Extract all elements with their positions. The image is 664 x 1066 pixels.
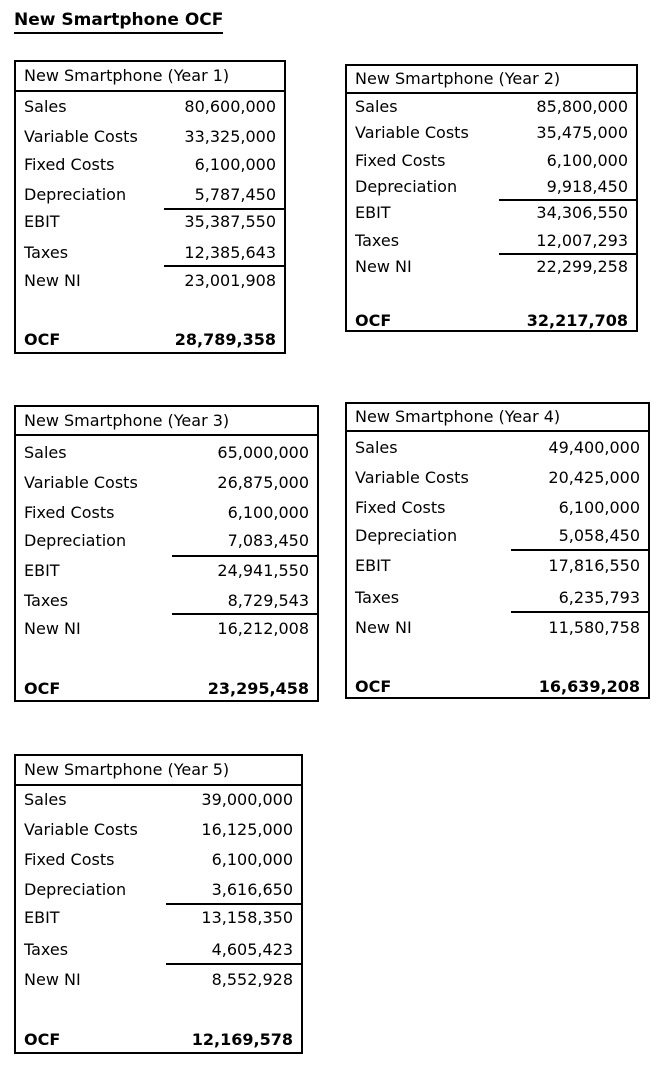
variable-costs-row	[16, 471, 317, 495]
sales-row	[347, 436, 648, 460]
row-value: 33,325,000	[184, 127, 276, 146]
row-value: 13,158,350	[201, 908, 293, 927]
row-label: EBIT	[24, 212, 60, 231]
row-label: EBIT	[355, 556, 391, 575]
fixed-costs-row	[16, 501, 317, 525]
row-label: Sales	[24, 790, 67, 809]
row-value: 12,169,578	[191, 1030, 293, 1049]
row-label: Variable Costs	[24, 127, 138, 146]
row-value: 8,729,543	[227, 591, 309, 610]
row-value: 6,100,000	[546, 151, 628, 170]
taxes-row	[347, 586, 648, 610]
ocf-table-year-1	[14, 60, 286, 354]
ocf-table-year-5	[14, 754, 303, 1054]
ocf-table-year-3	[14, 405, 319, 702]
ebit-row	[16, 559, 317, 583]
taxes-row	[16, 241, 284, 265]
row-value: 8,552,928	[211, 970, 293, 989]
row-label: New NI	[24, 271, 81, 290]
subtotal-rule	[172, 613, 317, 615]
fixed-costs-row	[347, 496, 648, 520]
row-label: Depreciation	[24, 880, 127, 899]
variable-costs-row	[16, 818, 301, 842]
subtotal-rule	[164, 265, 284, 267]
table-title: New Smartphone (Year 4)	[347, 404, 648, 432]
depreciation-row	[16, 183, 284, 207]
row-value: 32,217,708	[526, 311, 628, 330]
fixed-costs-row	[16, 153, 284, 177]
row-value: 16,212,008	[217, 619, 309, 638]
row-label: OCF	[24, 679, 61, 698]
row-label: Variable Costs	[355, 123, 469, 142]
row-label: Fixed Costs	[24, 850, 115, 869]
new-ni-row	[16, 968, 301, 992]
row-value: 5,787,450	[194, 185, 276, 204]
row-label: New NI	[355, 618, 412, 637]
ocf-row	[16, 328, 284, 352]
ocf-row	[347, 309, 636, 333]
table-title: New Smartphone (Year 5)	[16, 756, 301, 786]
sales-row	[16, 95, 284, 119]
row-label: Sales	[24, 97, 67, 116]
ocf-row	[16, 677, 317, 701]
row-value: 6,235,793	[558, 588, 640, 607]
row-value: 6,100,000	[558, 498, 640, 517]
ocf-table-year-4	[345, 402, 650, 699]
row-value: 39,000,000	[201, 790, 293, 809]
row-value: 65,000,000	[217, 443, 309, 462]
new-ni-row	[16, 269, 284, 293]
row-label: Variable Costs	[24, 473, 138, 492]
sales-row	[16, 788, 301, 812]
row-label: Taxes	[355, 231, 400, 250]
variable-costs-row	[347, 466, 648, 490]
fixed-costs-row	[16, 848, 301, 872]
row-value: 26,875,000	[217, 473, 309, 492]
new-ni-row	[347, 616, 648, 640]
row-value: 4,605,423	[211, 940, 293, 959]
new-ni-row	[16, 617, 317, 641]
variable-costs-row	[16, 125, 284, 149]
row-label: Sales	[24, 443, 67, 462]
row-value: 7,083,450	[227, 531, 309, 550]
row-value: 35,387,550	[184, 212, 276, 231]
ebit-row	[16, 906, 301, 930]
row-value: 6,100,000	[194, 155, 276, 174]
row-value: 80,600,000	[184, 97, 276, 116]
row-value: 24,941,550	[217, 561, 309, 580]
ocf-row	[16, 1028, 301, 1052]
table-title: New Smartphone (Year 2)	[347, 66, 636, 94]
row-label: OCF	[24, 330, 61, 349]
row-label: Sales	[355, 97, 398, 116]
subtotal-rule	[172, 555, 317, 557]
row-value: 34,306,550	[536, 203, 628, 222]
subtotal-rule	[511, 611, 648, 613]
row-value: 85,800,000	[536, 97, 628, 116]
row-label: EBIT	[24, 908, 60, 927]
row-label: New NI	[24, 970, 81, 989]
row-value: 6,100,000	[227, 503, 309, 522]
row-label: Variable Costs	[24, 820, 138, 839]
row-value: 20,425,000	[548, 468, 640, 487]
row-label: Variable Costs	[355, 468, 469, 487]
row-label: Depreciation	[24, 185, 127, 204]
ocf-table-year-2	[345, 64, 638, 332]
row-label: EBIT	[24, 561, 60, 580]
row-value: 28,789,358	[174, 330, 276, 349]
subtotal-rule	[166, 963, 301, 965]
row-value: 12,007,293	[536, 231, 628, 250]
row-value: 5,058,450	[558, 526, 640, 545]
row-label: OCF	[24, 1030, 61, 1049]
row-label: New NI	[355, 257, 412, 276]
row-label: Sales	[355, 438, 398, 457]
row-value: 9,918,450	[546, 177, 628, 196]
subtotal-rule	[511, 549, 648, 551]
page-title: New Smartphone OCF	[14, 8, 223, 34]
taxes-row	[347, 229, 636, 253]
depreciation-row	[347, 524, 648, 548]
row-value: 3,616,650	[211, 880, 293, 899]
row-label: Taxes	[24, 940, 69, 959]
table-title: New Smartphone (Year 1)	[16, 62, 284, 92]
ebit-row	[347, 554, 648, 578]
subtotal-rule	[166, 903, 301, 905]
row-label: Fixed Costs	[355, 151, 446, 170]
ebit-row	[16, 210, 284, 234]
row-label: Taxes	[355, 588, 400, 607]
row-value: 23,295,458	[207, 679, 309, 698]
ocf-row	[347, 675, 648, 699]
row-value: 22,299,258	[536, 257, 628, 276]
row-label: EBIT	[355, 203, 391, 222]
variable-costs-row	[347, 121, 636, 145]
row-label: Fixed Costs	[24, 503, 115, 522]
new-ni-row	[347, 255, 636, 279]
ebit-row	[347, 201, 636, 225]
row-value: 23,001,908	[184, 271, 276, 290]
table-title: New Smartphone (Year 3)	[16, 407, 317, 436]
depreciation-row	[16, 878, 301, 902]
row-label: Depreciation	[355, 526, 458, 545]
depreciation-row	[347, 175, 636, 199]
row-value: 17,816,550	[548, 556, 640, 575]
fixed-costs-row	[347, 149, 636, 173]
row-value: 16,639,208	[538, 677, 640, 696]
row-label: Taxes	[24, 591, 69, 610]
row-value: 16,125,000	[201, 820, 293, 839]
sales-row	[16, 441, 317, 465]
row-label: Depreciation	[355, 177, 458, 196]
sales-row	[347, 95, 636, 119]
row-value: 35,475,000	[536, 123, 628, 142]
row-value: 6,100,000	[211, 850, 293, 869]
row-label: Fixed Costs	[355, 498, 446, 517]
row-label: Fixed Costs	[24, 155, 115, 174]
row-label: Depreciation	[24, 531, 127, 550]
row-value: 11,580,758	[548, 618, 640, 637]
row-label: OCF	[355, 311, 392, 330]
depreciation-row	[16, 529, 317, 553]
taxes-row	[16, 589, 317, 613]
row-value: 49,400,000	[548, 438, 640, 457]
row-value: 12,385,643	[184, 243, 276, 262]
row-label: New NI	[24, 619, 81, 638]
row-label: OCF	[355, 677, 392, 696]
taxes-row	[16, 938, 301, 962]
row-label: Taxes	[24, 243, 69, 262]
